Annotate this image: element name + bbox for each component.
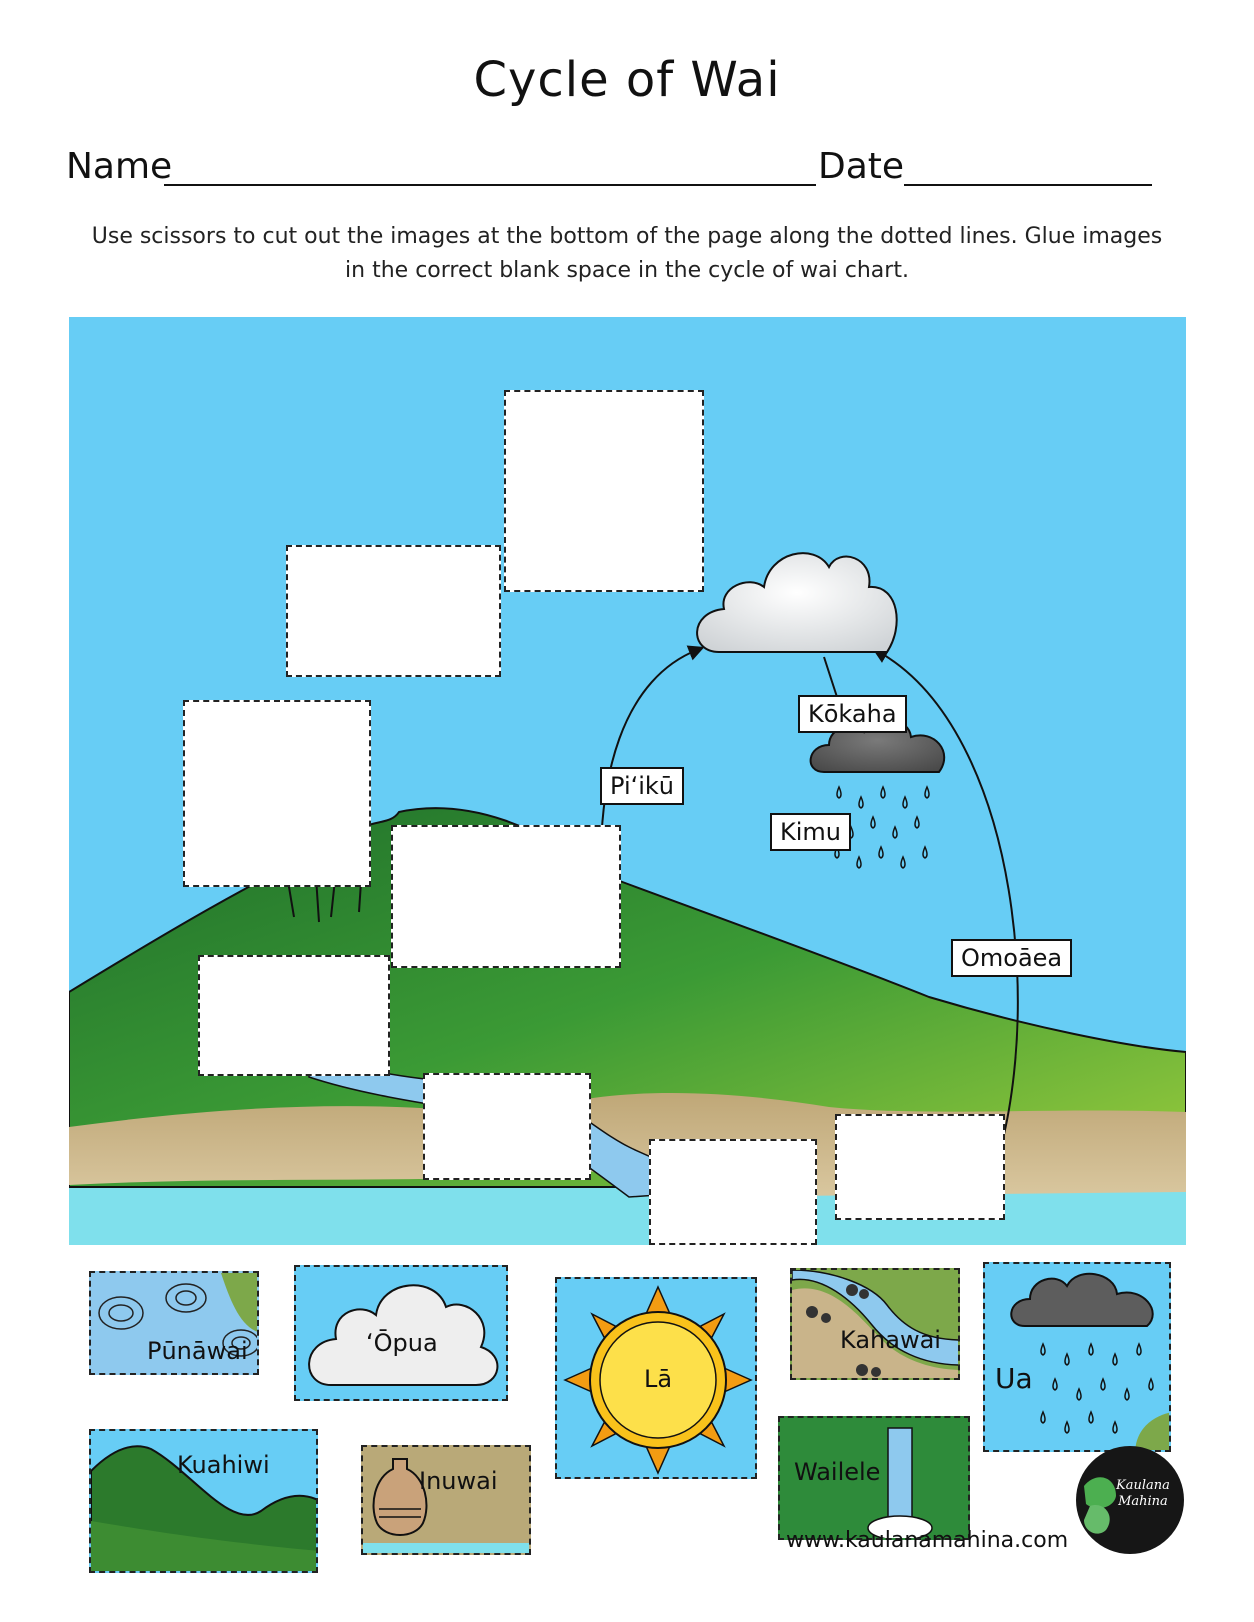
water-gourd-icon xyxy=(363,1447,531,1555)
card-kahawai-label: Kahawai xyxy=(840,1326,941,1354)
glue-space-6[interactable] xyxy=(423,1073,591,1180)
card-opua[interactable] xyxy=(294,1265,508,1401)
water-cycle-scene xyxy=(69,317,1186,1245)
card-inuwai-label: Inuwai xyxy=(419,1467,498,1495)
instructions: Use scissors to cut out the images at the bottom of the page along the dotted lines. Glue images in the correct blank space in the cycle of wai chart. xyxy=(91,224,1163,283)
piiku-tag: Piʻikū xyxy=(600,767,684,805)
name-date-row xyxy=(66,146,1186,196)
kimu-tag: Kimu xyxy=(770,813,851,851)
glue-space-8[interactable] xyxy=(835,1114,1005,1220)
stream-icon xyxy=(792,1270,960,1380)
card-la[interactable] xyxy=(555,1277,757,1479)
card-wailele[interactable] xyxy=(778,1416,970,1540)
name-label: Name xyxy=(66,146,173,187)
name-line[interactable] xyxy=(164,184,816,186)
card-kuahiwi[interactable] xyxy=(89,1429,318,1573)
card-wailele-label: Wailele xyxy=(794,1458,881,1486)
website-url[interactable]: www.kaulanamahina.com xyxy=(786,1528,1069,1553)
kokaha-tag: Kōkaha xyxy=(798,695,907,733)
card-punawai[interactable] xyxy=(89,1271,259,1375)
card-punawai-label: Pūnāwai xyxy=(147,1337,248,1365)
logo-text: Kaulana Mahina xyxy=(1116,1478,1170,1509)
card-opua-label: ʻŌpua xyxy=(366,1329,438,1357)
date-line[interactable] xyxy=(904,184,1152,186)
page-title: Cycle of Wai xyxy=(473,52,781,108)
card-la-label: Lā xyxy=(644,1365,673,1393)
card-ua-label: Ua xyxy=(995,1362,1033,1395)
card-ua[interactable] xyxy=(983,1262,1171,1452)
omoaea-tag: Omoāea xyxy=(951,939,1072,977)
card-kuahiwi-label: Kuahiwi xyxy=(177,1451,270,1479)
brand-logo xyxy=(1076,1446,1184,1554)
glue-space-5[interactable] xyxy=(198,955,390,1076)
glue-space-1[interactable] xyxy=(504,390,704,592)
glue-space-3[interactable] xyxy=(183,700,371,887)
glue-space-2[interactable] xyxy=(286,545,501,677)
date-label: Date xyxy=(818,146,905,187)
card-kahawai[interactable] xyxy=(790,1268,960,1380)
glue-space-7[interactable] xyxy=(649,1139,817,1245)
rain-cloud-icon xyxy=(985,1264,1171,1452)
glue-space-4[interactable] xyxy=(391,825,621,968)
card-inuwai[interactable] xyxy=(361,1445,531,1555)
